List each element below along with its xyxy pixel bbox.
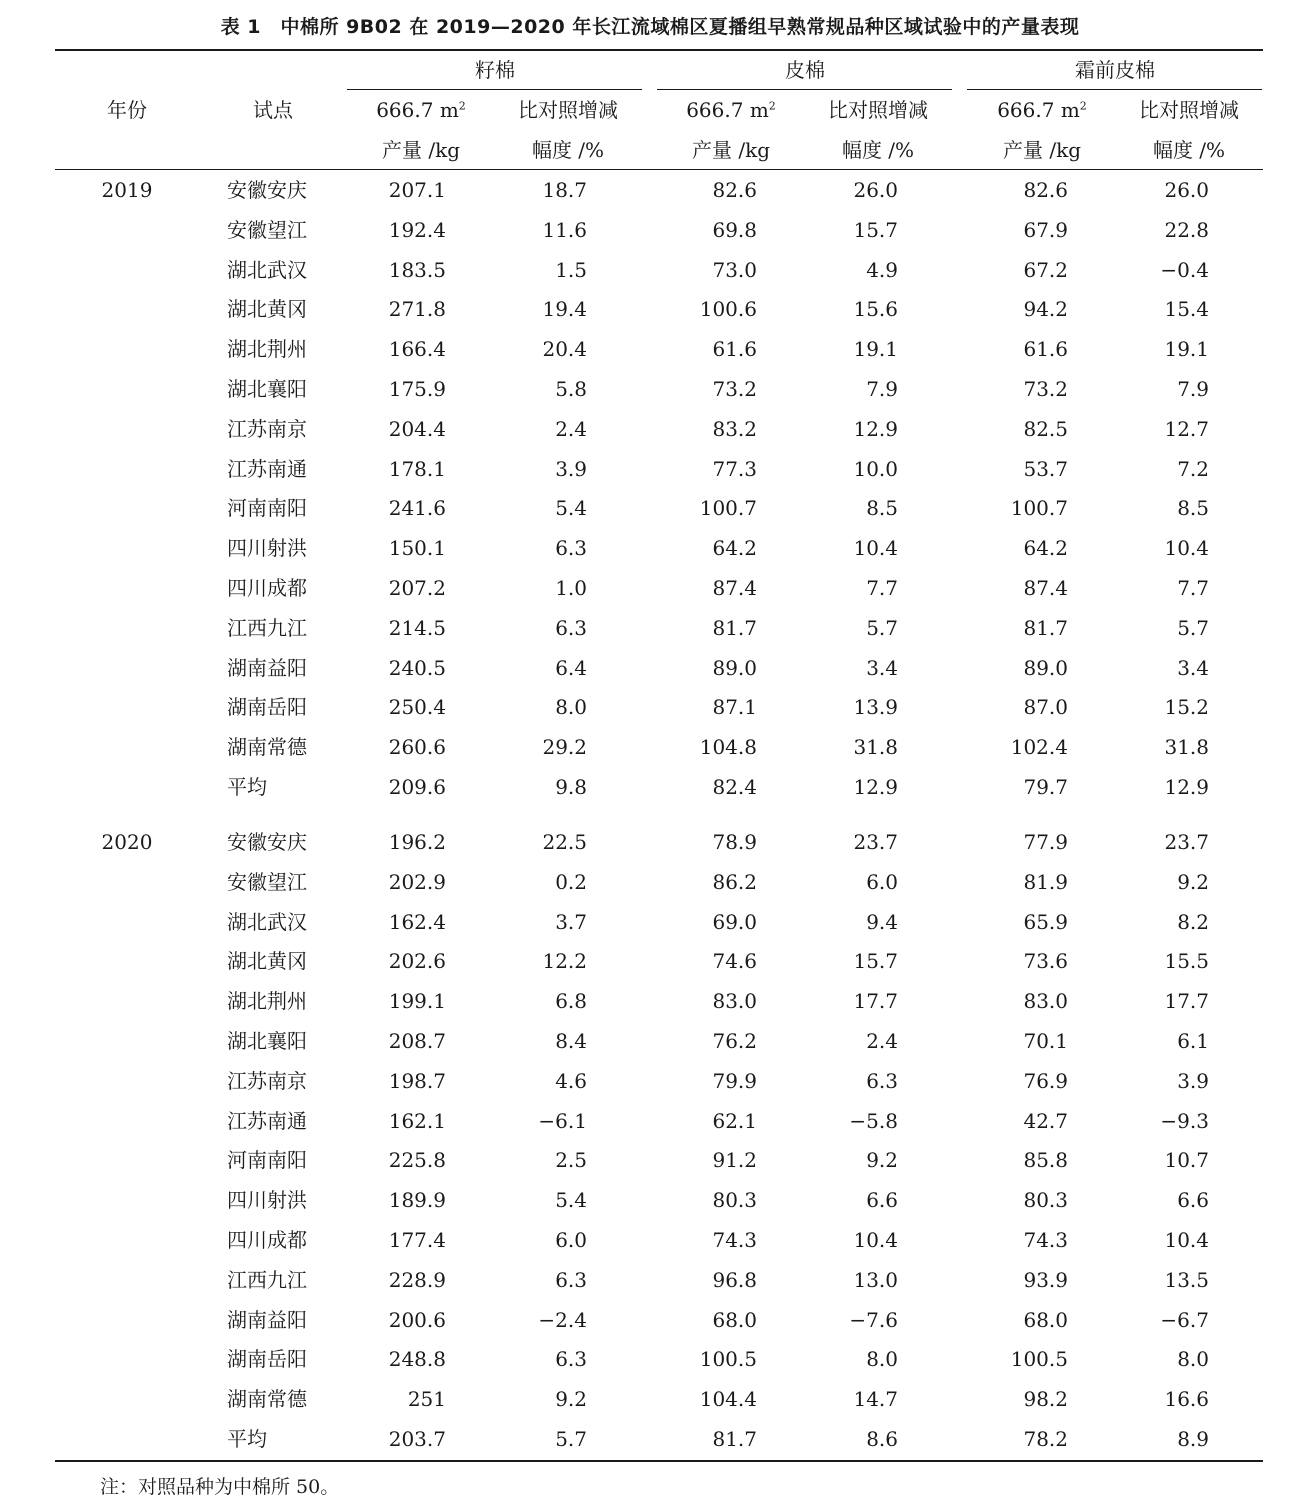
value-cell: 196.2 xyxy=(388,830,446,854)
site-cell: 湖南益阳 xyxy=(227,1308,307,1332)
value-cell: 10.4 xyxy=(853,1228,898,1252)
value-cell: 7.2 xyxy=(1177,457,1209,481)
table-note: 注：对照品种为中棉所 50。 xyxy=(100,1476,340,1498)
site-cell: 湖南岳阳 xyxy=(227,695,307,719)
header-yield-label-3: 产量 /kg xyxy=(1002,138,1082,162)
header-site: 试点 xyxy=(253,98,293,122)
value-cell: 61.6 xyxy=(712,337,757,361)
value-cell: 70.1 xyxy=(1023,1029,1068,1053)
header-group-3: 霜前皮棉 xyxy=(1075,58,1155,82)
value-cell: 12.7 xyxy=(1164,417,1209,441)
site-cell: 湖北武汉 xyxy=(227,910,307,934)
value-cell: 79.7 xyxy=(1023,775,1068,799)
value-cell: 177.4 xyxy=(388,1228,446,1252)
value-cell: 8.2 xyxy=(1177,910,1209,934)
value-cell: 87.4 xyxy=(1023,576,1068,600)
value-cell: 68.0 xyxy=(1023,1308,1068,1332)
value-cell: 209.6 xyxy=(388,775,446,799)
value-cell: 6.0 xyxy=(866,870,898,894)
site-cell: 江西九江 xyxy=(227,616,307,640)
value-cell: 13.9 xyxy=(853,695,898,719)
header-change-line2-2: 幅度 /% xyxy=(841,138,915,162)
value-cell: 198.7 xyxy=(388,1069,446,1093)
value-cell: 15.2 xyxy=(1164,695,1209,719)
value-cell: 87.0 xyxy=(1023,695,1068,719)
value-cell: 2.5 xyxy=(555,1148,587,1172)
value-cell: 12.9 xyxy=(1164,775,1209,799)
value-cell: 6.0 xyxy=(555,1228,587,1252)
value-cell: 5.7 xyxy=(1177,616,1209,640)
value-cell: 8.9 xyxy=(1177,1427,1209,1451)
value-cell: 89.0 xyxy=(1023,656,1068,680)
value-cell: 80.3 xyxy=(1023,1188,1068,1212)
value-cell: 5.7 xyxy=(555,1427,587,1451)
value-cell: −9.3 xyxy=(1160,1109,1209,1133)
value-cell: 1.0 xyxy=(555,576,587,600)
site-cell: 平均 xyxy=(227,775,267,799)
value-cell: 77.9 xyxy=(1023,830,1068,854)
value-cell: 6.3 xyxy=(555,616,587,640)
value-cell: 8.5 xyxy=(866,496,898,520)
value-cell: 73.0 xyxy=(712,258,757,282)
value-cell: 93.9 xyxy=(1023,1268,1068,1292)
value-cell: 202.6 xyxy=(388,949,446,973)
value-cell: −0.4 xyxy=(1160,258,1209,282)
value-cell: 73.6 xyxy=(1023,949,1068,973)
value-cell: 189.9 xyxy=(388,1188,446,1212)
value-cell: 228.9 xyxy=(388,1268,446,1292)
header-change-line1-1: 比对照增减 xyxy=(518,98,618,122)
value-cell: 78.2 xyxy=(1023,1427,1068,1451)
value-cell: 100.7 xyxy=(699,496,757,520)
value-cell: 3.7 xyxy=(555,910,587,934)
header-group-2: 皮棉 xyxy=(785,58,825,82)
value-cell: 100.5 xyxy=(1010,1347,1068,1371)
value-cell: 15.5 xyxy=(1164,949,1209,973)
site-cell: 平均 xyxy=(227,1427,267,1451)
value-cell: 78.9 xyxy=(712,830,757,854)
value-cell: 96.8 xyxy=(712,1268,757,1292)
value-cell: 77.3 xyxy=(712,457,757,481)
value-cell: 23.7 xyxy=(853,830,898,854)
header-group-1: 籽棉 xyxy=(475,58,515,82)
value-cell: 83.2 xyxy=(712,417,757,441)
value-cell: 2.4 xyxy=(555,417,587,441)
header-change-line2-1: 幅度 /% xyxy=(531,138,605,162)
site-cell: 河南南阳 xyxy=(227,1148,307,1172)
value-cell: 8.4 xyxy=(555,1029,587,1053)
value-cell: 18.7 xyxy=(542,178,587,202)
value-cell: 3.9 xyxy=(555,457,587,481)
value-cell: 26.0 xyxy=(1164,178,1209,202)
value-cell: 15.7 xyxy=(853,218,898,242)
value-cell: 207.2 xyxy=(388,576,446,600)
site-cell: 四川成都 xyxy=(227,576,307,600)
value-cell: 65.9 xyxy=(1023,910,1068,934)
value-cell: 5.7 xyxy=(866,616,898,640)
value-cell: 14.7 xyxy=(853,1387,898,1411)
value-cell: 98.2 xyxy=(1023,1387,1068,1411)
year-cell: 2019 xyxy=(101,178,153,202)
group-rule-2 xyxy=(657,89,952,90)
value-cell: 10.0 xyxy=(853,457,898,481)
value-cell: 162.1 xyxy=(388,1109,446,1133)
value-cell: 104.4 xyxy=(699,1387,757,1411)
group-rule-3 xyxy=(967,89,1262,90)
value-cell: 3.4 xyxy=(866,656,898,680)
value-cell: 0.2 xyxy=(555,870,587,894)
site-cell: 湖南常德 xyxy=(227,735,307,759)
value-cell: 9.8 xyxy=(555,775,587,799)
value-cell: 202.9 xyxy=(388,870,446,894)
value-cell: −6.7 xyxy=(1160,1308,1209,1332)
header-change-line2-3: 幅度 /% xyxy=(1152,138,1226,162)
value-cell: 9.2 xyxy=(555,1387,587,1411)
value-cell: 6.8 xyxy=(555,989,587,1013)
header-yield-unit-3: 666.7 $m^2$ xyxy=(997,98,1087,122)
bottom-rule xyxy=(55,1460,1263,1462)
value-cell: 89.0 xyxy=(712,656,757,680)
value-cell: 74.3 xyxy=(1023,1228,1068,1252)
value-cell: 19.1 xyxy=(853,337,898,361)
value-cell: 150.1 xyxy=(388,536,446,560)
value-cell: 208.7 xyxy=(388,1029,446,1053)
group-rule-1 xyxy=(347,89,642,90)
value-cell: 86.2 xyxy=(712,870,757,894)
value-cell: 76.2 xyxy=(712,1029,757,1053)
value-cell: 87.4 xyxy=(712,576,757,600)
value-cell: 2.4 xyxy=(866,1029,898,1053)
value-cell: 100.6 xyxy=(699,297,757,321)
value-cell: 248.8 xyxy=(388,1347,446,1371)
value-cell: 104.8 xyxy=(699,735,757,759)
value-cell: 8.0 xyxy=(555,695,587,719)
header-year: 年份 xyxy=(107,98,147,122)
value-cell: 214.5 xyxy=(388,616,446,640)
site-cell: 江苏南京 xyxy=(227,1069,307,1093)
header-change-line1-2: 比对照增减 xyxy=(828,98,928,122)
value-cell: 271.8 xyxy=(388,297,446,321)
value-cell: 7.7 xyxy=(866,576,898,600)
site-cell: 湖北襄阳 xyxy=(227,377,307,401)
value-cell: 68.0 xyxy=(712,1308,757,1332)
value-cell: 69.8 xyxy=(712,218,757,242)
value-cell: 62.1 xyxy=(712,1109,757,1133)
value-cell: 6.4 xyxy=(555,656,587,680)
value-cell: 183.5 xyxy=(388,258,446,282)
value-cell: 10.7 xyxy=(1164,1148,1209,1172)
value-cell: 74.6 xyxy=(712,949,757,973)
value-cell: 23.7 xyxy=(1164,830,1209,854)
value-cell: 85.8 xyxy=(1023,1148,1068,1172)
header-rule xyxy=(55,169,1263,170)
value-cell: 10.4 xyxy=(1164,536,1209,560)
value-cell: 10.4 xyxy=(853,536,898,560)
value-cell: 73.2 xyxy=(1023,377,1068,401)
value-cell: 81.7 xyxy=(712,1427,757,1451)
value-cell: 13.0 xyxy=(853,1268,898,1292)
value-cell: 61.6 xyxy=(1023,337,1068,361)
value-cell: 162.4 xyxy=(388,910,446,934)
value-cell: 17.7 xyxy=(1164,989,1209,1013)
header-yield-label-1: 产量 /kg xyxy=(381,138,461,162)
value-cell: 22.5 xyxy=(542,830,587,854)
value-cell: 6.6 xyxy=(1177,1188,1209,1212)
value-cell: 260.6 xyxy=(388,735,446,759)
year-cell: 2020 xyxy=(101,830,153,854)
value-cell: 207.1 xyxy=(388,178,446,202)
value-cell: 100.5 xyxy=(699,1347,757,1371)
value-cell: 175.9 xyxy=(388,377,446,401)
value-cell: 22.8 xyxy=(1164,218,1209,242)
value-cell: 82.5 xyxy=(1023,417,1068,441)
site-cell: 江苏南京 xyxy=(227,417,307,441)
value-cell: 31.8 xyxy=(1164,735,1209,759)
value-cell: 166.4 xyxy=(388,337,446,361)
value-cell: 5.4 xyxy=(555,1188,587,1212)
value-cell: −5.8 xyxy=(849,1109,898,1133)
site-cell: 安徽望江 xyxy=(227,218,307,242)
site-cell: 湖北黄冈 xyxy=(227,949,307,973)
value-cell: 5.8 xyxy=(555,377,587,401)
value-cell: 81.9 xyxy=(1023,870,1068,894)
value-cell: 42.7 xyxy=(1023,1109,1068,1133)
value-cell: 11.6 xyxy=(542,218,587,242)
value-cell: 94.2 xyxy=(1023,297,1068,321)
value-cell: 8.0 xyxy=(866,1347,898,1371)
value-cell: 64.2 xyxy=(712,536,757,560)
top-rule xyxy=(55,49,1263,51)
value-cell: 192.4 xyxy=(388,218,446,242)
value-cell: 82.6 xyxy=(712,178,757,202)
value-cell: 3.9 xyxy=(1177,1069,1209,1093)
site-cell: 江苏南通 xyxy=(227,1109,307,1133)
value-cell: 7.7 xyxy=(1177,576,1209,600)
value-cell: 80.3 xyxy=(712,1188,757,1212)
value-cell: −2.4 xyxy=(538,1308,587,1332)
value-cell: −7.6 xyxy=(849,1308,898,1332)
site-cell: 湖南岳阳 xyxy=(227,1347,307,1371)
header-yield-label-2: 产量 /kg xyxy=(691,138,771,162)
value-cell: 81.7 xyxy=(712,616,757,640)
value-cell: 16.6 xyxy=(1164,1387,1209,1411)
value-cell: 53.7 xyxy=(1023,457,1068,481)
value-cell: 12.9 xyxy=(853,417,898,441)
value-cell: 1.5 xyxy=(555,258,587,282)
value-cell: 64.2 xyxy=(1023,536,1068,560)
site-cell: 湖北荆州 xyxy=(227,989,307,1013)
header-yield-unit-1: 666.7 $m^2$ xyxy=(376,98,466,122)
value-cell: 19.1 xyxy=(1164,337,1209,361)
value-cell: 250.4 xyxy=(388,695,446,719)
value-cell: 79.9 xyxy=(712,1069,757,1093)
value-cell: −6.1 xyxy=(538,1109,587,1133)
site-cell: 四川射洪 xyxy=(227,536,307,560)
value-cell: 240.5 xyxy=(388,656,446,680)
site-cell: 湖北黄冈 xyxy=(227,297,307,321)
value-cell: 29.2 xyxy=(542,735,587,759)
value-cell: 67.9 xyxy=(1023,218,1068,242)
value-cell: 15.4 xyxy=(1164,297,1209,321)
value-cell: 83.0 xyxy=(1023,989,1068,1013)
value-cell: 100.7 xyxy=(1010,496,1068,520)
value-cell: 3.4 xyxy=(1177,656,1209,680)
value-cell: 10.4 xyxy=(1164,1228,1209,1252)
value-cell: 9.2 xyxy=(866,1148,898,1172)
value-cell: 15.6 xyxy=(853,297,898,321)
value-cell: 82.6 xyxy=(1023,178,1068,202)
site-cell: 江苏南通 xyxy=(227,457,307,481)
value-cell: 6.3 xyxy=(866,1069,898,1093)
site-cell: 湖南常德 xyxy=(227,1387,307,1411)
value-cell: 15.7 xyxy=(853,949,898,973)
value-cell: 76.9 xyxy=(1023,1069,1068,1093)
value-cell: 7.9 xyxy=(866,377,898,401)
value-cell: 6.3 xyxy=(555,536,587,560)
value-cell: 9.4 xyxy=(866,910,898,934)
value-cell: 73.2 xyxy=(712,377,757,401)
value-cell: 8.0 xyxy=(1177,1347,1209,1371)
value-cell: 12.2 xyxy=(542,949,587,973)
value-cell: 87.1 xyxy=(712,695,757,719)
value-cell: 5.4 xyxy=(555,496,587,520)
value-cell: 225.8 xyxy=(388,1148,446,1172)
value-cell: 199.1 xyxy=(388,989,446,1013)
value-cell: 74.3 xyxy=(712,1228,757,1252)
value-cell: 91.2 xyxy=(712,1148,757,1172)
value-cell: 241.6 xyxy=(388,496,446,520)
site-cell: 江西九江 xyxy=(227,1268,307,1292)
value-cell: 17.7 xyxy=(853,989,898,1013)
value-cell: 12.9 xyxy=(853,775,898,799)
header-yield-unit-2: 666.7 $m^2$ xyxy=(686,98,776,122)
value-cell: 69.0 xyxy=(712,910,757,934)
value-cell: 200.6 xyxy=(388,1308,446,1332)
value-cell: 204.4 xyxy=(388,417,446,441)
site-cell: 四川射洪 xyxy=(227,1188,307,1212)
value-cell: 8.5 xyxy=(1177,496,1209,520)
value-cell: 9.2 xyxy=(1177,870,1209,894)
header-change-line1-3: 比对照增减 xyxy=(1139,98,1239,122)
value-cell: 102.4 xyxy=(1010,735,1068,759)
site-cell: 湖北荆州 xyxy=(227,337,307,361)
site-cell: 安徽望江 xyxy=(227,870,307,894)
value-cell: 20.4 xyxy=(542,337,587,361)
value-cell: 178.1 xyxy=(388,457,446,481)
value-cell: 31.8 xyxy=(853,735,898,759)
value-cell: 82.4 xyxy=(712,775,757,799)
value-cell: 6.1 xyxy=(1177,1029,1209,1053)
site-cell: 四川成都 xyxy=(227,1228,307,1252)
value-cell: 6.3 xyxy=(555,1268,587,1292)
value-cell: 83.0 xyxy=(712,989,757,1013)
value-cell: 13.5 xyxy=(1164,1268,1209,1292)
value-cell: 67.2 xyxy=(1023,258,1068,282)
value-cell: 81.7 xyxy=(1023,616,1068,640)
site-cell: 湖北武汉 xyxy=(227,258,307,282)
site-cell: 湖北襄阳 xyxy=(227,1029,307,1053)
value-cell: 4.6 xyxy=(555,1069,587,1093)
table-caption: 表 1 中棉所 9B02 在 2019—2020 年长江流域棉区夏播组早熟常规品种区域试验中的产量表现 xyxy=(220,16,1080,38)
value-cell: 26.0 xyxy=(853,178,898,202)
value-cell: 203.7 xyxy=(388,1427,446,1451)
value-cell: 6.6 xyxy=(866,1188,898,1212)
value-cell: 6.3 xyxy=(555,1347,587,1371)
value-cell: 4.9 xyxy=(866,258,898,282)
value-cell: 19.4 xyxy=(542,297,587,321)
value-cell: 251 xyxy=(407,1387,446,1411)
site-cell: 湖南益阳 xyxy=(227,656,307,680)
value-cell: 7.9 xyxy=(1177,377,1209,401)
site-cell: 河南南阳 xyxy=(227,496,307,520)
site-cell: 安徽安庆 xyxy=(227,830,307,854)
site-cell: 安徽安庆 xyxy=(227,178,307,202)
value-cell: 8.6 xyxy=(866,1427,898,1451)
